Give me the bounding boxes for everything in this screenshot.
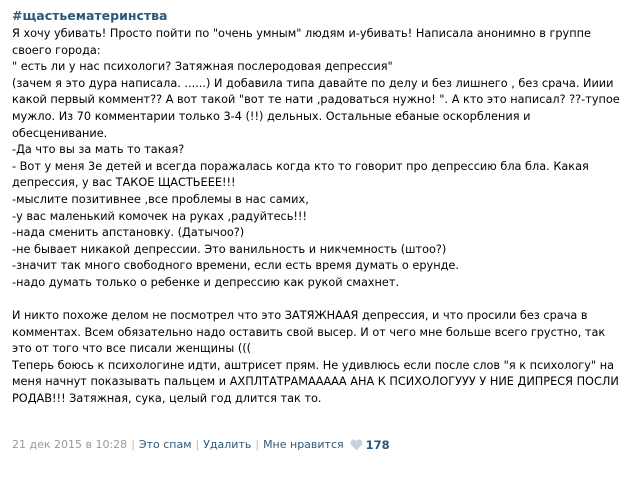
post-line: -значит так много свободного времени, если есть время думать о ерунде. — [12, 259, 459, 273]
post-line: -у вас маленький комочек на руках ,радуйтесь!!! — [12, 209, 307, 223]
post-line: Я хочу убивать! Просто пойти по "очень умным" людям и-убивать! Написала анонимно в группе — [12, 27, 591, 40]
heart-icon[interactable] — [350, 439, 363, 451]
separator: | — [195, 438, 200, 451]
post-line: И никто похоже делом не посмотрел что это ЗАТЯЖНААЯ депрессия, и что просили без срача в — [12, 309, 588, 323]
post-text — [12, 26, 620, 408]
post-line: своего города: — [12, 43, 101, 57]
post-line: депрессия, у вас ТАКОЕ ЩАСТЬЕЕЕ!!! — [12, 176, 236, 190]
post-line: -Да что вы за мать то такая? — [12, 143, 185, 157]
like-count[interactable]: 178 — [365, 438, 390, 452]
separator: | — [255, 438, 260, 451]
report-spam-link[interactable]: Это спам — [138, 438, 192, 451]
post-line: меня начнут показывать пальцем и АХПЛТАТРАМААААА АНА К ПСИХОЛОГУУУ У НИЕ ДИПРЕСЯ ПОСЛИ — [12, 375, 619, 389]
post-line: РОДАВ!!! Затяжная, сука, целый год длится так то. — [12, 392, 322, 406]
dislike-link[interactable]: Мне нравится — [263, 438, 344, 451]
post-line: Теперь боюсь к психологине идти, аштрисет прям. Не удивлюсь если после слов "я к психологу" на — [12, 358, 615, 372]
post-line: -не бывает никакой депрессии. Это ванильность и никчемность (штоо?) — [12, 242, 447, 256]
paragraph-break — [12, 292, 606, 309]
delete-link[interactable]: Удалить — [203, 438, 252, 451]
hashtag-link[interactable]: #щастьематеринства — [12, 8, 168, 23]
post-line: комментах. Всем обязательно надо оставить свой высер. И от чего мне больше всего грустно, так — [12, 325, 606, 339]
post-line: мужло. Из 70 комментарии только 3-4 (!!) дельных. Остальные ебаные оскорбления и — [12, 109, 531, 123]
post-line: какой первый коммент?? А вот такой "вот те нати ,радоваться нужно! ". А кто это написал? ??-тупое — [12, 93, 620, 107]
post-date-link[interactable]: 21 дек 2015 в 10:28 — [12, 438, 128, 451]
post-line: " есть ли у нас психологи? Затяжная послеродовая депрессия" — [12, 60, 393, 74]
post-line: - Вот у меня 3е детей и всегда поражалась когда кто то говорит про депрессию бла бла. Какая — [12, 159, 589, 173]
post-footer — [12, 438, 390, 452]
post-line: (зачем я это дура написала. ......) И добавила типа давайте по делу и без лишнего , без срача. Ииии — [12, 76, 614, 90]
separator: | — [131, 438, 135, 451]
post-line: -надо думать только о ребенке и депрессию как рукой смахнет. — [12, 275, 400, 289]
post-line: -нада сменить апстановку. (Датычоо?) — [12, 226, 245, 240]
post-line: обесценивание. — [12, 126, 108, 140]
post-line: -мыслите позитивнее ,все проблемы в нас самих, — [12, 192, 309, 206]
post-line: это от того что все писали женщины ((( — [12, 342, 252, 356]
